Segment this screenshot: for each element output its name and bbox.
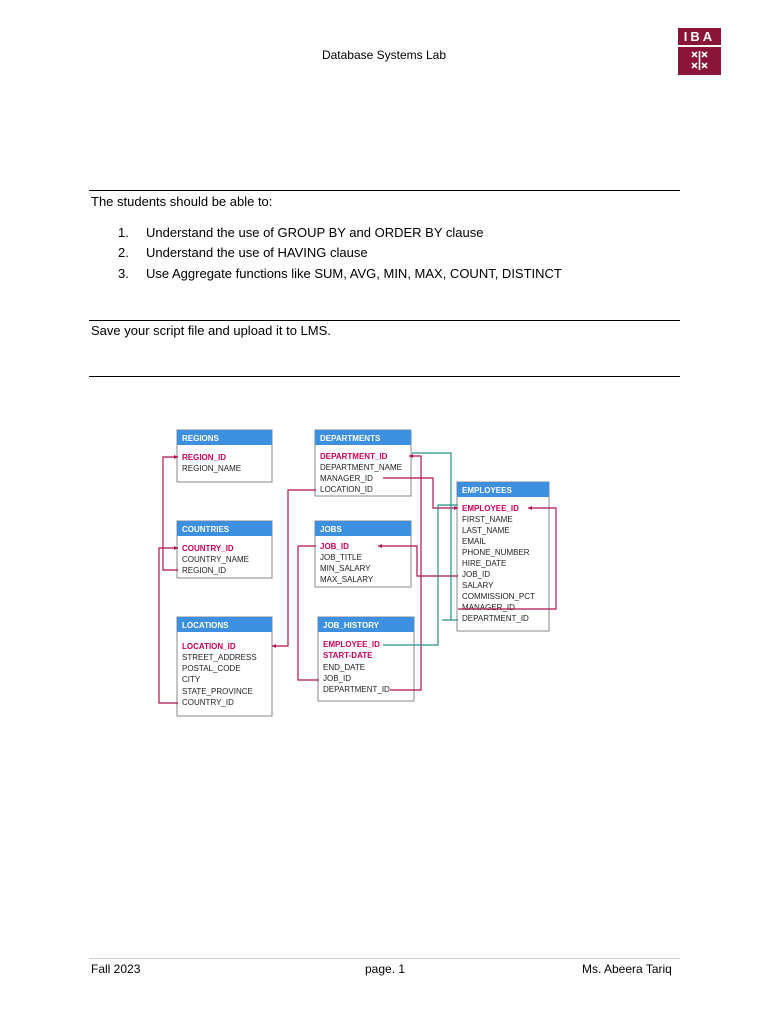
column: DEPARTMENT_ID <box>462 614 529 623</box>
column: EMAIL <box>462 537 487 546</box>
column: END_DATE <box>323 663 366 672</box>
table-countries <box>177 521 272 578</box>
column-pk: LOCATION_ID <box>182 642 236 651</box>
column: REGION_ID <box>182 566 227 575</box>
logo-text: IBA <box>683 29 716 44</box>
objective-number: 3. <box>118 266 129 281</box>
er-diagram <box>150 420 560 720</box>
objective-number: 2. <box>118 245 129 260</box>
footer-semester: Fall 2023 <box>91 962 141 976</box>
footer-rule <box>89 958 680 959</box>
column: JOB_TITLE <box>320 553 362 562</box>
objective-number: 1. <box>118 225 129 240</box>
table-locations-title: LOCATIONS <box>182 621 229 630</box>
column: DEPARTMENT_ID <box>323 685 390 694</box>
column: COUNTRY_NAME <box>182 555 249 564</box>
column-pk: DEPARTMENT_ID <box>320 452 388 461</box>
column-pk: EMPLOYEE_ID <box>323 640 380 649</box>
fk-link <box>159 548 178 703</box>
table-regions-title: REGIONS <box>182 434 219 443</box>
column: JOB_ID <box>323 674 352 683</box>
table-jobs-title: JOBS <box>320 525 342 534</box>
section-rule-middle <box>89 320 680 321</box>
column: MIN_SALARY <box>320 564 371 573</box>
table-departments <box>315 430 411 496</box>
table-job-history-title: JOB_HISTORY <box>323 621 380 630</box>
column: FIRST_NAME <box>462 515 513 524</box>
column-pk: REGION_ID <box>182 453 227 462</box>
header-title: Database Systems Lab <box>321 48 447 62</box>
column: LAST_NAME <box>462 526 510 535</box>
table-locations <box>177 617 272 716</box>
column: STREET_ADDRESS <box>182 653 257 662</box>
column: MANAGER_ID <box>462 603 515 612</box>
column: SALARY <box>462 581 494 590</box>
column-pk: JOB_ID <box>320 542 349 551</box>
logo-divider <box>678 45 721 47</box>
column: HIRE_DATE <box>462 559 507 568</box>
arrowhead <box>272 644 276 648</box>
table-jobs <box>315 521 411 587</box>
objective-text: Understand the use of HAVING clause <box>146 245 368 260</box>
section-rule-top <box>89 190 680 191</box>
column: COUNTRY_ID <box>182 698 234 707</box>
column: CITY <box>182 675 201 684</box>
table-job-history <box>318 617 414 701</box>
fk-link <box>272 490 316 646</box>
column: POSTAL_CODE <box>182 664 241 673</box>
column: DEPARTMENT_NAME <box>320 463 402 472</box>
footer-author: Ms. Abeera Tariq <box>582 962 672 976</box>
column: REGION_NAME <box>182 464 242 473</box>
column: LOCATION_ID <box>320 485 373 494</box>
iba-logo <box>678 28 721 75</box>
table-departments-title: DEPARTMENTS <box>320 434 381 443</box>
section-rule-bottom <box>89 376 680 377</box>
column: COMMISSION_PCT <box>462 592 535 601</box>
column-pk: START-DATE <box>323 651 373 660</box>
column: STATE_PROVINCE <box>182 687 253 696</box>
objective-item <box>118 245 368 260</box>
table-regions <box>177 430 272 482</box>
column-pk: COUNTRY_ID <box>182 544 234 553</box>
column: MANAGER_ID <box>320 474 373 483</box>
instructions-text: Save your script file and upload it to LMS. <box>91 323 331 338</box>
fk-link <box>163 457 178 570</box>
objective-text: Understand the use of GROUP BY and ORDER BY clause <box>146 225 484 240</box>
column: JOB_ID <box>462 570 491 579</box>
footer-page-number: page. 1 <box>365 962 406 976</box>
objective-item <box>118 266 562 281</box>
column: MAX_SALARY <box>320 575 374 584</box>
objective-item <box>118 225 483 240</box>
table-employees-title: EMPLOYEES <box>462 486 512 495</box>
column-pk: EMPLOYEE_ID <box>462 504 519 513</box>
column: PHONE_NUMBER <box>462 548 530 557</box>
objectives-intro: The students should be able to: <box>91 194 273 209</box>
table-countries-title: COUNTRIES <box>182 525 230 534</box>
objective-text: Use Aggregate functions like SUM, AVG, MIN, MAX, COUNT, DISTINCT <box>146 266 562 281</box>
logo-emblem-icon <box>690 51 709 70</box>
